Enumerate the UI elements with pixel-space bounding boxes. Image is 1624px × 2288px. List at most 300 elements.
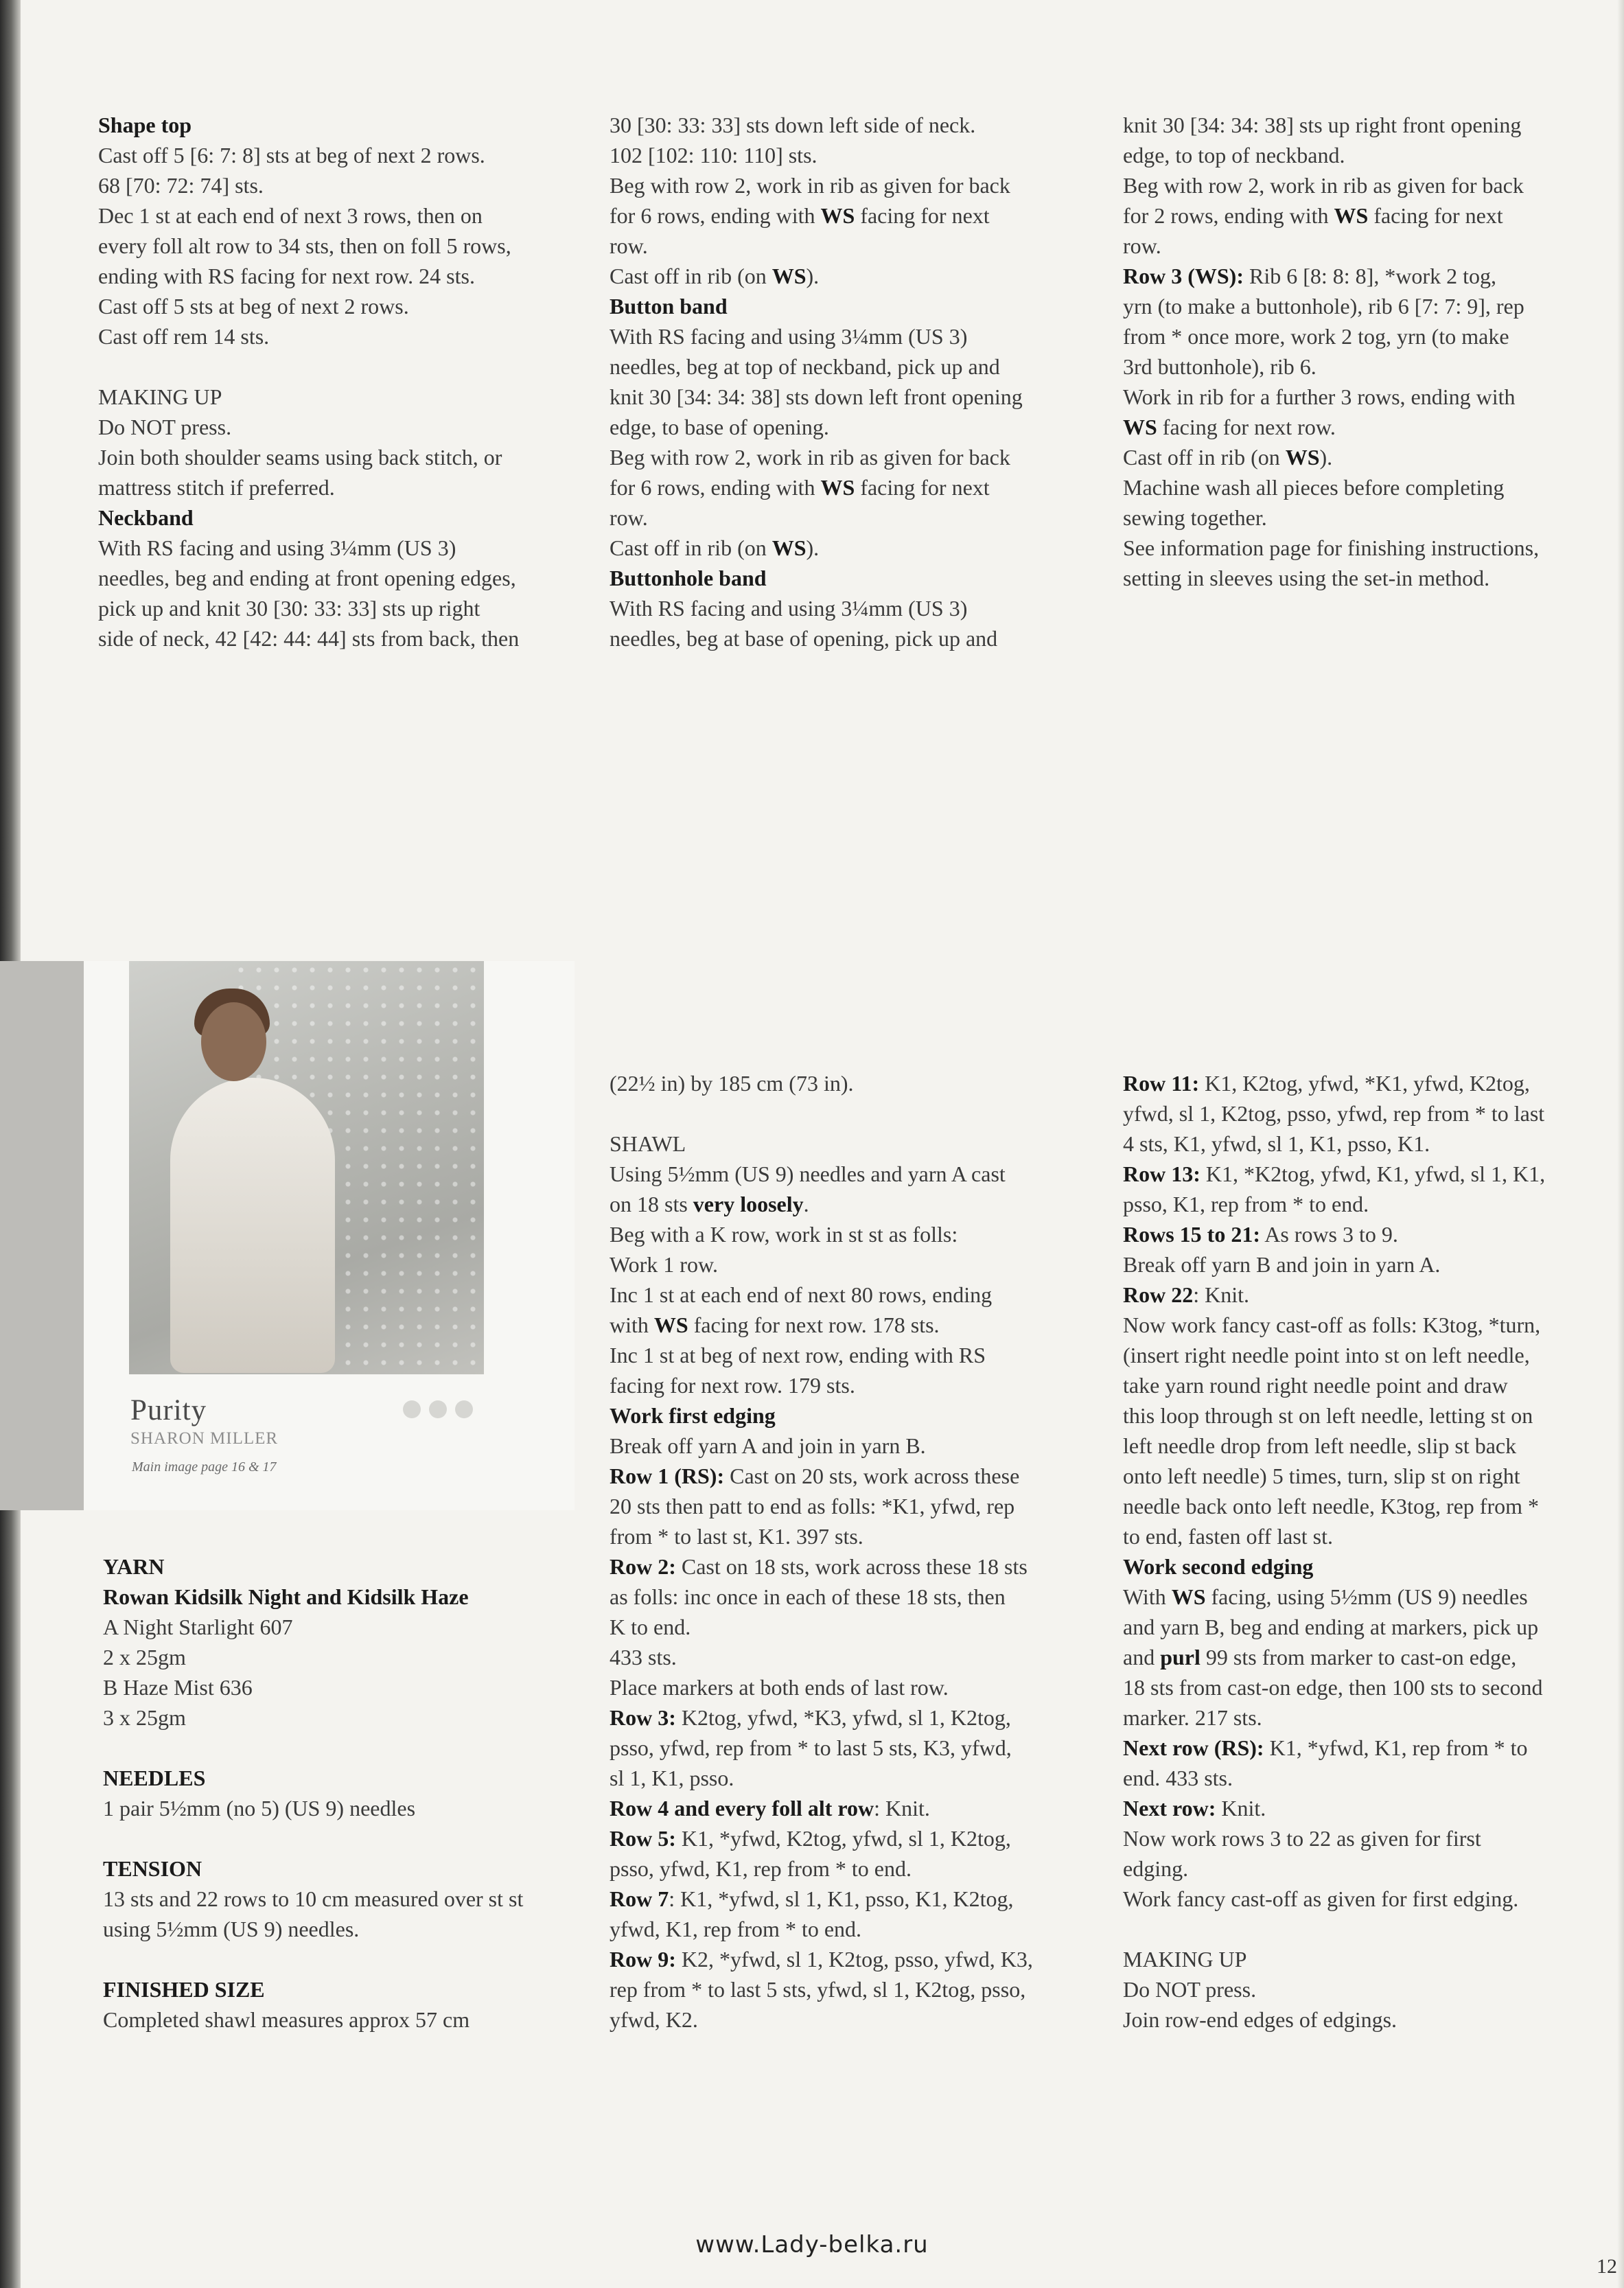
- text-run: Cast on 18 sts, work across these 18 sts: [675, 1554, 1028, 1579]
- text-line: [1123, 140, 1597, 170]
- bold-run: Shape top: [98, 113, 192, 137]
- text-line: [1123, 1733, 1603, 1763]
- text-run: with: [610, 1313, 654, 1337]
- text-line: [610, 1944, 1098, 1974]
- text-run: With: [1123, 1584, 1172, 1609]
- bold-run: Row 9:: [610, 1947, 676, 1972]
- text-run: psso, yfwd, rep from * to last 5 sts, K3, yfwd,: [610, 1735, 1012, 1760]
- text-line: [1123, 1884, 1603, 1914]
- text-run: K1, *yfwd, K2tog, yfwd, sl 1, K2tog,: [675, 1826, 1011, 1851]
- text-line: [1123, 1944, 1603, 1974]
- text-run: Now work rows 3 to 22 as given for first: [1123, 1826, 1481, 1851]
- text-line: [1123, 1129, 1603, 1159]
- text-line: [1123, 1702, 1603, 1733]
- text-run: Now work fancy cast-off as folls: K3tog, *turn,: [1123, 1313, 1541, 1337]
- text-run: A Night Starlight 607: [103, 1615, 293, 1639]
- text-line: [103, 1702, 583, 1733]
- text-run: from * once more, work 2 tog, yrn (to make: [1123, 324, 1509, 349]
- text-run: edging.: [1123, 1856, 1189, 1881]
- bold-run: Row 4 and every foll alt row: [610, 1796, 874, 1821]
- text-run: 3rd buttonhole), rib 6.: [1123, 354, 1316, 379]
- model-photo: [129, 961, 484, 1374]
- model-figure: [170, 1078, 335, 1373]
- text-run: Cast off in rib (on: [610, 535, 772, 560]
- text-line: [1123, 1582, 1603, 1612]
- feature-grey-band: [0, 961, 84, 1510]
- text-line: [610, 502, 1098, 533]
- text-run: for 6 rows, ending with: [610, 475, 821, 500]
- text-line: [610, 1582, 1098, 1612]
- text-line: [1123, 1612, 1603, 1642]
- bold-run: Rowan Kidsilk Night and Kidsilk Haze: [103, 1584, 469, 1609]
- text-run: pick up and knit 30 [30: 33: 33] sts up right: [98, 596, 480, 621]
- text-line: [1123, 1280, 1603, 1310]
- text-run: setting in sleeves using the set-in method.: [1123, 566, 1490, 590]
- text-run: Work 1 row.: [610, 1252, 718, 1277]
- text-run: row.: [1123, 233, 1161, 258]
- text-line: [610, 1159, 1098, 1189]
- difficulty-dots: [403, 1400, 481, 1422]
- text-line: [98, 170, 579, 200]
- text-line: [610, 472, 1098, 502]
- text-run: psso, yfwd, K1, rep from * to end.: [610, 1856, 912, 1881]
- text-run: Dec 1 st at each end of next 3 rows, then on: [98, 203, 483, 228]
- bold-run: Row 13:: [1123, 1162, 1200, 1186]
- text-line: [1123, 1219, 1603, 1249]
- bold-run: Row 7: [610, 1886, 669, 1911]
- text-line: [98, 200, 579, 231]
- text-run: .: [803, 1192, 809, 1216]
- text-run: ).: [1319, 445, 1333, 470]
- bold-run: WS: [820, 475, 855, 500]
- bold-run: very loosely: [693, 1192, 804, 1216]
- text-line: [610, 1642, 1098, 1672]
- text-run: Beg with row 2, work in rib as given for back: [610, 445, 1010, 470]
- text-line: [103, 1582, 583, 1612]
- bold-run: FINISHED SIZE: [103, 1977, 265, 2002]
- text-line: [610, 382, 1098, 412]
- text-run: edge, to base of opening.: [610, 415, 829, 439]
- text-line: [1123, 382, 1597, 412]
- text-line: [1123, 1249, 1603, 1280]
- text-line: [1123, 261, 1597, 291]
- text-line: [610, 1853, 1098, 1884]
- text-line: [610, 1763, 1098, 1793]
- text-run: facing for next: [1368, 203, 1503, 228]
- text-run: Beg with row 2, work in rib as given for back: [610, 173, 1010, 198]
- bold-run: WS: [1334, 203, 1369, 228]
- text-run: facing for next row.: [1157, 415, 1336, 439]
- text-line: [1123, 200, 1597, 231]
- bold-run: Work second edging: [1123, 1554, 1314, 1579]
- text-run: : Knit.: [874, 1796, 930, 1821]
- text-run: K2, *yfwd, sl 1, K2tog, psso, yfwd, K3,: [675, 1947, 1033, 1972]
- text-line: [610, 351, 1098, 382]
- page-edge: [1617, 0, 1624, 2288]
- text-run: 102 [102: 110: 110] sts.: [610, 143, 817, 167]
- difficulty-dot: [455, 1400, 473, 1418]
- bottom-column-3: [1123, 1068, 1603, 2035]
- difficulty-dot: [429, 1400, 447, 1418]
- text-run: facing for next: [855, 203, 990, 228]
- text-line: [610, 231, 1098, 261]
- text-line: [1123, 291, 1597, 321]
- text-run: 20 sts then patt to end as folls: *K1, yfwd, rep: [610, 1494, 1015, 1518]
- text-run: 18 sts from cast-on edge, then 100 sts to second: [1123, 1675, 1543, 1700]
- text-run: from * to last st, K1. 397 sts.: [610, 1524, 863, 1549]
- text-run: edge, to top of neckband.: [1123, 143, 1345, 167]
- difficulty-dot: [403, 1400, 421, 1418]
- text-line: [1123, 2004, 1603, 2035]
- text-line: [610, 533, 1098, 563]
- text-run: Break off yarn A and join in yarn B.: [610, 1433, 926, 1458]
- text-line: [103, 1914, 583, 1944]
- text-line: [98, 593, 579, 623]
- text-line: [103, 1551, 583, 1582]
- text-run: sewing together.: [1123, 505, 1267, 530]
- text-run: ).: [806, 535, 820, 560]
- text-line: [103, 2004, 583, 2035]
- bold-run: Neckband: [98, 505, 194, 530]
- text-run: MAKING UP: [1123, 1947, 1247, 1972]
- text-line: [1123, 1431, 1603, 1461]
- text-run: left needle drop from left needle, slip st back: [1123, 1433, 1517, 1458]
- text-line: [1123, 1400, 1603, 1431]
- bold-run: WS: [772, 264, 807, 288]
- bottom-column-1: [103, 1551, 583, 2035]
- bold-run: Next row (RS):: [1123, 1735, 1264, 1760]
- text-line: [610, 1068, 1098, 1098]
- text-line: [1123, 1491, 1603, 1521]
- text-line: [1123, 321, 1597, 351]
- text-run: facing for next row. 179 sts.: [610, 1373, 855, 1398]
- text-run: to end, fasten off last st.: [1123, 1524, 1334, 1549]
- text-line: [1123, 442, 1597, 472]
- text-run: Cast off in rib (on: [610, 264, 772, 288]
- text-line: [610, 1793, 1098, 1823]
- text-run: using 5½mm (US 9) needles.: [103, 1917, 360, 1941]
- text-run: K1, *K2tog, yfwd, K1, yfwd, sl 1, K1,: [1200, 1162, 1546, 1186]
- text-run: psso, K1, rep from * to end.: [1123, 1192, 1369, 1216]
- text-line: [610, 321, 1098, 351]
- top-column-3: [1123, 110, 1597, 593]
- text-line: [1123, 502, 1597, 533]
- text-line: [610, 412, 1098, 442]
- text-line: [1123, 1551, 1603, 1582]
- page-number: 12: [1597, 2255, 1617, 2278]
- text-line: [610, 1672, 1098, 1702]
- text-run: side of neck, 42 [42: 44: 44] sts from back, then: [98, 626, 520, 651]
- text-line: [98, 321, 579, 351]
- text-line: [610, 170, 1098, 200]
- text-line: [610, 261, 1098, 291]
- text-line: [1123, 1672, 1603, 1702]
- text-line: [610, 1914, 1098, 1944]
- text-run: needle back onto left needle, K3tog, rep from *: [1123, 1494, 1539, 1518]
- text-run: sl 1, K1, psso.: [610, 1766, 734, 1790]
- bold-run: Work first edging: [610, 1403, 776, 1428]
- bold-run: WS: [653, 1313, 688, 1337]
- text-line: [98, 140, 579, 170]
- text-run: facing for next: [855, 475, 990, 500]
- text-line: [1123, 351, 1597, 382]
- bold-run: WS: [1123, 415, 1157, 439]
- text-run: Cast off in rib (on: [1123, 445, 1286, 470]
- text-line: [610, 1280, 1098, 1310]
- bold-run: TENSION: [103, 1856, 202, 1881]
- text-run: Break off yarn B and join in yarn A.: [1123, 1252, 1441, 1277]
- text-run: Completed shawl measures approx 57 cm: [103, 2007, 470, 2032]
- blank-line: [610, 1098, 1098, 1129]
- bold-run: Button band: [610, 294, 728, 319]
- bold-run: Row 5:: [610, 1826, 676, 1851]
- text-run: Beg with a K row, work in st st as folls:: [610, 1222, 958, 1247]
- text-line: [103, 1672, 583, 1702]
- text-run: (22½ in) by 185 cm (73 in).: [610, 1071, 854, 1096]
- text-run: Cast on 20 sts, work across these: [724, 1464, 1020, 1488]
- text-run: needles, beg and ending at front opening edges,: [98, 566, 516, 590]
- text-run: rep from * to last 5 sts, yfwd, sl 1, K2tog, psso,: [610, 1977, 1026, 2002]
- text-run: and yarn B, beg and ending at markers, pick up: [1123, 1615, 1539, 1639]
- top-column-1: [98, 110, 579, 654]
- bold-run: Row 22: [1123, 1282, 1194, 1307]
- text-run: yrn (to make a buttonhole), rib 6 [7: 7: 9], rep: [1123, 294, 1524, 319]
- text-line: [1123, 1159, 1603, 1189]
- text-line: [610, 140, 1098, 170]
- text-run: Work in rib for a further 3 rows, ending with: [1123, 384, 1516, 409]
- bold-run: Buttonhole band: [610, 566, 767, 590]
- text-line: [1123, 1793, 1603, 1823]
- text-run: K to end.: [610, 1615, 691, 1639]
- text-line: [103, 1763, 583, 1793]
- text-line: [1123, 1853, 1603, 1884]
- text-run: row.: [610, 233, 648, 258]
- text-line: [1123, 1310, 1603, 1340]
- text-line: [98, 502, 579, 533]
- text-run: MAKING UP: [98, 384, 222, 409]
- text-run: As rows 3 to 9.: [1260, 1222, 1398, 1247]
- text-line: [610, 1884, 1098, 1914]
- text-run: ).: [806, 264, 820, 288]
- text-line: [1123, 110, 1597, 140]
- text-run: onto left needle) 5 times, turn, slip st on right: [1123, 1464, 1520, 1488]
- text-line: [103, 1853, 583, 1884]
- text-line: [98, 382, 579, 412]
- bold-run: Next row:: [1123, 1796, 1216, 1821]
- text-run: this loop through st on left needle, letting st on: [1123, 1403, 1533, 1428]
- text-run: Do NOT press.: [1123, 1977, 1257, 2002]
- text-line: [1123, 231, 1597, 261]
- blank-line: [98, 351, 579, 382]
- text-run: K1, *yfwd, K1, rep from * to: [1264, 1735, 1528, 1760]
- text-line: [610, 442, 1098, 472]
- text-run: 13 sts and 22 rows to 10 cm measured over st st: [103, 1886, 524, 1911]
- text-run: knit 30 [34: 34: 38] sts up right front opening: [1123, 113, 1522, 137]
- text-run: 30 [30: 33: 33] sts down left side of neck.: [610, 113, 976, 137]
- text-line: [98, 472, 579, 502]
- text-line: [610, 1521, 1098, 1551]
- text-line: [1123, 1068, 1603, 1098]
- text-run: : K1, *yfwd, sl 1, K1, psso, K1, K2tog,: [669, 1886, 1014, 1911]
- text-line: [98, 412, 579, 442]
- text-line: [610, 1733, 1098, 1763]
- text-line: [98, 110, 579, 140]
- text-line: [610, 1340, 1098, 1370]
- text-run: ending with RS facing for next row. 24 sts.: [98, 264, 475, 288]
- text-line: [1123, 412, 1597, 442]
- text-line: [103, 1793, 583, 1823]
- text-run: See information page for finishing instructions,: [1123, 535, 1540, 560]
- bold-run: WS: [1171, 1584, 1206, 1609]
- text-line: [98, 623, 579, 654]
- text-line: [1123, 170, 1597, 200]
- text-line: [98, 442, 579, 472]
- text-run: knit 30 [34: 34: 38] sts down left front opening: [610, 384, 1023, 409]
- text-line: [98, 563, 579, 593]
- text-run: Cast off 5 [6: 7: 8] sts at beg of next 2 rows.: [98, 143, 485, 167]
- text-run: needles, beg at base of opening, pick up and: [610, 626, 998, 651]
- text-line: [610, 1431, 1098, 1461]
- bold-run: Row 2:: [610, 1554, 676, 1579]
- text-run: B Haze Mist 636: [103, 1675, 253, 1700]
- text-run: facing for next row. 178 sts.: [688, 1313, 940, 1337]
- text-run: yfwd, sl 1, K2tog, psso, yfwd, rep from * to last: [1123, 1101, 1545, 1126]
- text-run: With RS facing and using 3¼mm (US 3): [610, 324, 968, 349]
- text-line: [610, 1551, 1098, 1582]
- text-line: [610, 291, 1098, 321]
- blank-line: [103, 1733, 583, 1763]
- text-run: Join both shoulder seams using back stitch, or: [98, 445, 502, 470]
- text-line: [98, 533, 579, 563]
- text-run: Place markers at both ends of last row.: [610, 1675, 949, 1700]
- text-run: (insert right needle point into st on left needle,: [1123, 1343, 1530, 1367]
- text-line: [1123, 1763, 1603, 1793]
- text-line: [610, 1823, 1098, 1853]
- text-run: for 6 rows, ending with: [610, 203, 821, 228]
- text-line: [610, 1129, 1098, 1159]
- text-run: and: [1123, 1645, 1161, 1669]
- text-line: [1123, 1098, 1603, 1129]
- text-run: every foll alt row to 34 sts, then on foll 5 rows,: [98, 233, 511, 258]
- text-run: yfwd, K2.: [610, 2007, 698, 2032]
- pattern-designer: SHARON MILLER: [130, 1429, 279, 1448]
- text-line: [610, 1189, 1098, 1219]
- text-run: as folls: inc once in each of these 18 sts, then: [610, 1584, 1006, 1609]
- text-run: marker. 217 sts.: [1123, 1705, 1262, 1730]
- text-line: [1123, 533, 1597, 563]
- text-run: Inc 1 st at beg of next row, ending with RS: [610, 1343, 986, 1367]
- text-run: row.: [610, 505, 648, 530]
- text-run: 1 pair 5½mm (no 5) (US 9) needles: [103, 1796, 416, 1821]
- model-face: [201, 1002, 266, 1081]
- text-line: [610, 200, 1098, 231]
- text-line: [98, 291, 579, 321]
- text-line: [1123, 1461, 1603, 1491]
- text-run: 3 x 25gm: [103, 1705, 186, 1730]
- bold-run: Row 3:: [610, 1705, 676, 1730]
- blank-line: [1123, 1914, 1603, 1944]
- text-line: [610, 1461, 1098, 1491]
- text-run: Machine wash all pieces before completing: [1123, 475, 1505, 500]
- main-image-reference: Main image page 16 & 17: [132, 1459, 277, 1475]
- text-line: [103, 1974, 583, 2004]
- text-run: SHAWL: [610, 1131, 686, 1156]
- text-line: [610, 1400, 1098, 1431]
- text-run: yfwd, K1, rep from * to end.: [610, 1917, 862, 1941]
- text-run: facing, using 5½mm (US 9) needles: [1205, 1584, 1528, 1609]
- text-line: [1123, 1642, 1603, 1672]
- text-run: 68 [70: 72: 74] sts.: [98, 173, 264, 198]
- text-line: [610, 593, 1098, 623]
- text-line: [610, 1974, 1098, 2004]
- bold-run: Row 11:: [1123, 1071, 1200, 1096]
- text-run: With RS facing and using 3¼mm (US 3): [610, 596, 968, 621]
- text-run: Do NOT press.: [98, 415, 232, 439]
- pattern-title: Purity: [130, 1394, 207, 1426]
- text-line: [1123, 1521, 1603, 1551]
- text-run: Cast off 5 sts at beg of next 2 rows.: [98, 294, 409, 319]
- text-run: Join row-end edges of edgings.: [1123, 2007, 1397, 2032]
- text-line: [610, 1491, 1098, 1521]
- bold-run: purl: [1160, 1645, 1200, 1669]
- text-line: [1123, 563, 1597, 593]
- text-line: [610, 110, 1098, 140]
- text-run: 433 sts.: [610, 1645, 677, 1669]
- text-line: [1123, 1189, 1603, 1219]
- text-run: on 18 sts: [610, 1192, 693, 1216]
- bold-run: WS: [1285, 445, 1320, 470]
- bold-run: WS: [772, 535, 807, 560]
- footer-watermark: www.Lady-belka.ru: [695, 2231, 929, 2258]
- text-line: [610, 1370, 1098, 1400]
- bottom-column-2: [610, 1068, 1098, 2035]
- text-line: [610, 1612, 1098, 1642]
- text-line: [1123, 472, 1597, 502]
- text-line: [610, 563, 1098, 593]
- text-line: [98, 261, 579, 291]
- bold-run: Rows 15 to 21:: [1123, 1222, 1260, 1247]
- text-run: : Knit.: [1193, 1282, 1249, 1307]
- blank-line: [103, 1823, 583, 1853]
- text-run: 99 sts from marker to cast-on edge,: [1200, 1645, 1517, 1669]
- text-run: Cast off rem 14 sts.: [98, 324, 270, 349]
- text-line: [610, 623, 1098, 654]
- text-line: [610, 2004, 1098, 2035]
- text-run: needles, beg at top of neckband, pick up and: [610, 354, 1000, 379]
- text-line: [610, 1310, 1098, 1340]
- text-line: [610, 1249, 1098, 1280]
- bold-run: Row 1 (RS):: [610, 1464, 725, 1488]
- text-run: Rib 6 [8: 8: 8], *work 2 tog,: [1243, 264, 1496, 288]
- text-run: mattress stitch if preferred.: [98, 475, 335, 500]
- bold-run: YARN: [103, 1554, 165, 1579]
- text-line: [610, 1702, 1098, 1733]
- text-run: Inc 1 st at each end of next 80 rows, ending: [610, 1282, 993, 1307]
- text-line: [1123, 1340, 1603, 1370]
- text-run: Beg with row 2, work in rib as given for back: [1123, 173, 1524, 198]
- bold-run: NEEDLES: [103, 1766, 206, 1790]
- top-column-2: [610, 110, 1098, 654]
- text-run: 4 sts, K1, yfwd, sl 1, K1, psso, K1.: [1123, 1131, 1430, 1156]
- text-line: [103, 1642, 583, 1672]
- text-run: Using 5½mm (US 9) needles and yarn A cast: [610, 1162, 1006, 1186]
- text-line: [1123, 1370, 1603, 1400]
- text-run: K2tog, yfwd, *K3, yfwd, sl 1, K2tog,: [675, 1705, 1011, 1730]
- text-line: [103, 1884, 583, 1914]
- bold-run: WS: [820, 203, 855, 228]
- text-run: With RS facing and using 3¼mm (US 3): [98, 535, 456, 560]
- bold-run: Row 3 (WS):: [1123, 264, 1244, 288]
